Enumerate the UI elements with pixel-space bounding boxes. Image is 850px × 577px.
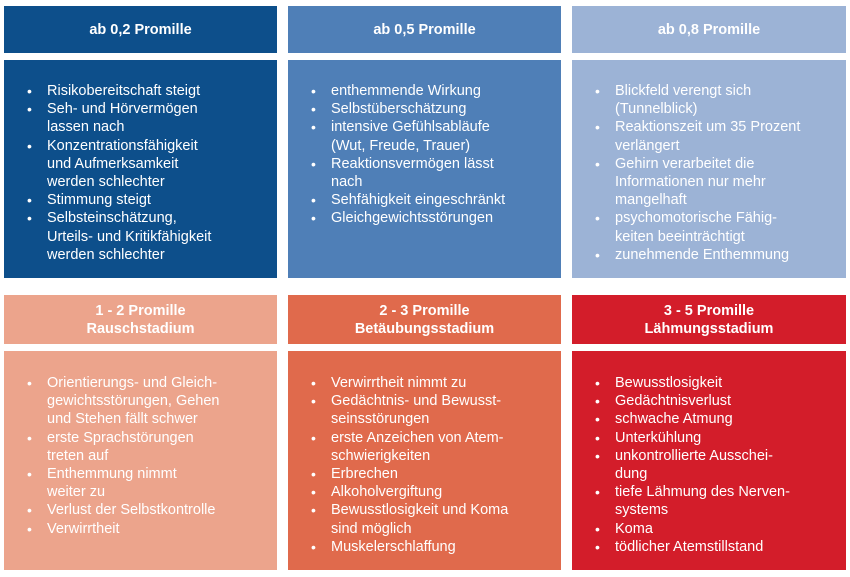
effect-item-line: • Gleichgewichtsstörungen bbox=[331, 210, 494, 227]
effect-item-line: dung bbox=[615, 466, 648, 483]
effects-list bbox=[592, 374, 838, 556]
effect-item bbox=[592, 538, 838, 556]
effect-item-line: • Gehirn verarbeitet die bbox=[615, 155, 755, 172]
stage-3-5-header bbox=[572, 295, 846, 344]
effect-item-line: • Muskelerschlaffung bbox=[331, 538, 456, 555]
effect-item-line: mangelhaft bbox=[615, 192, 687, 209]
effect-item-line: • Bewusstlosigkeit bbox=[615, 375, 723, 391]
stage-1-2-effects bbox=[4, 351, 277, 570]
effect-item bbox=[308, 82, 553, 100]
effect-item-line: • Enthemmung nimmt bbox=[47, 466, 177, 483]
effect-item bbox=[592, 246, 838, 264]
effect-item bbox=[592, 374, 838, 392]
effect-item bbox=[308, 465, 553, 483]
effect-item bbox=[308, 501, 553, 537]
effects-list bbox=[24, 374, 269, 538]
stage-2-3-effects bbox=[288, 351, 561, 570]
stage-0-5-effects bbox=[288, 60, 561, 278]
effect-item bbox=[308, 538, 553, 556]
stage-title: 3 - 5 Promille bbox=[663, 302, 755, 319]
effect-item-line: verlängert bbox=[615, 137, 680, 154]
effect-item-line: Urteils- und Kritikfähigkeit bbox=[47, 228, 212, 245]
effect-item-line: • Risikobereitschaft steigt bbox=[47, 83, 201, 99]
effect-item bbox=[24, 429, 269, 465]
effect-item-line: • zunehmende Enthemmung bbox=[615, 246, 790, 263]
effect-item-line: • Stimmung steigt bbox=[47, 192, 151, 209]
effect-item bbox=[24, 191, 269, 209]
effect-item-line: • Seh- und Hörvermögen bbox=[47, 101, 198, 118]
effect-item bbox=[24, 374, 269, 429]
effect-item bbox=[592, 483, 838, 519]
effect-item-line: • unkontrollierte Ausschei- bbox=[615, 447, 773, 464]
effect-item-line: • Alkoholvergiftung bbox=[331, 484, 443, 501]
effects-list bbox=[308, 374, 553, 556]
effect-item-line: • Erbrechen bbox=[331, 466, 398, 483]
stage-subtitle: Betäubungsstadium bbox=[354, 320, 495, 337]
effect-item bbox=[592, 429, 838, 447]
effect-item bbox=[308, 483, 553, 501]
effect-item bbox=[308, 429, 553, 465]
effects-list bbox=[592, 82, 838, 264]
effect-item-line: Informationen nur mehr bbox=[615, 174, 766, 191]
effect-item-line: • erste Sprachstörungen bbox=[47, 429, 194, 446]
effect-item-line: seinsstörungen bbox=[331, 411, 430, 428]
stage-0-5-header bbox=[288, 6, 561, 53]
effect-item-line: • Orientierungs- und Gleich- bbox=[47, 375, 218, 391]
effect-item bbox=[592, 118, 838, 154]
effect-item bbox=[592, 520, 838, 538]
stage-2-3-header bbox=[288, 295, 561, 344]
effect-item bbox=[308, 155, 553, 191]
effect-item bbox=[592, 209, 838, 245]
effect-item-line: und Stehen fällt schwer bbox=[47, 411, 198, 428]
effect-item-line: weiter zu bbox=[47, 484, 106, 501]
effect-item-line: • Verwirrtheit bbox=[47, 520, 120, 537]
stage-0-8-effects bbox=[572, 60, 846, 278]
effects-list bbox=[308, 82, 553, 228]
stage-title: 1 - 2 Promille bbox=[95, 302, 186, 319]
effect-item bbox=[592, 82, 838, 118]
effect-item-line: sind möglich bbox=[331, 520, 412, 537]
effect-item-line: • Gedächtnis- und Bewusst- bbox=[331, 393, 502, 410]
effect-item-line: • tödlicher Atemstillstand bbox=[615, 538, 764, 555]
stage-subtitle: Rauschstadium bbox=[86, 320, 195, 337]
effect-item bbox=[592, 392, 838, 410]
effect-item-line: (Wut, Freude, Trauer) bbox=[331, 137, 471, 154]
effect-item bbox=[24, 100, 269, 136]
effect-item bbox=[308, 209, 553, 227]
stage-title: ab 0,5 Promille bbox=[373, 21, 476, 38]
effect-item-line: • Konzentrationsfähigkeit bbox=[47, 137, 198, 154]
effect-item-line: lassen nach bbox=[47, 119, 125, 136]
effect-item-line: keiten beeinträchtigt bbox=[615, 228, 745, 245]
stage-title: ab 0,2 Promille bbox=[89, 21, 192, 38]
effect-item-line: • Selbsteinschätzung, bbox=[47, 210, 177, 227]
stage-0-2-header bbox=[4, 6, 277, 53]
effect-item-line: treten auf bbox=[47, 447, 109, 464]
effects-list bbox=[24, 82, 269, 264]
stage-title: 2 - 3 Promille bbox=[379, 302, 470, 319]
effect-item-line: nach bbox=[331, 174, 363, 191]
stage-0-2-effects bbox=[4, 60, 277, 278]
effect-item-line: • Verlust der Selbstkontrolle bbox=[47, 502, 216, 519]
effect-item-line: werden schlechter bbox=[47, 174, 165, 191]
effect-item bbox=[592, 410, 838, 428]
effect-item bbox=[592, 447, 838, 483]
effect-item-line: schwierigkeiten bbox=[331, 447, 431, 464]
effect-item-line: • Selbstüberschätzung bbox=[331, 101, 467, 118]
effect-item-line: • Gedächtnisverlust bbox=[615, 393, 732, 410]
effect-item-line: • Reaktionszeit um 35 Prozent bbox=[615, 119, 801, 136]
effect-item-line: • Verwirrtheit nimmt zu bbox=[331, 375, 467, 391]
effect-item-line: • Reaktionsvermögen lässt bbox=[331, 155, 494, 172]
effect-item-line: • erste Anzeichen von Atem- bbox=[331, 429, 504, 446]
effect-item bbox=[308, 100, 553, 118]
effect-item bbox=[24, 465, 269, 501]
effect-item bbox=[308, 191, 553, 209]
effect-item-line: systems bbox=[615, 502, 669, 519]
effect-item-line: • intensive Gefühlsabläufe bbox=[331, 119, 490, 136]
effect-item-line: • tiefe Lähmung des Nerven- bbox=[615, 484, 790, 501]
effect-item-line: gewichtsstörungen, Gehen bbox=[47, 393, 220, 410]
effect-item bbox=[24, 82, 269, 100]
stage-3-5-effects bbox=[572, 351, 846, 570]
stage-0-8-header bbox=[572, 6, 846, 53]
effect-item-line: und Aufmerksamkeit bbox=[47, 155, 179, 172]
stage-subtitle: Lähmungsstadium bbox=[644, 320, 774, 337]
effect-item bbox=[308, 118, 553, 154]
effect-item-line: • Koma bbox=[615, 520, 653, 537]
effect-item bbox=[24, 501, 269, 519]
effect-item-line: • Blickfeld verengt sich bbox=[615, 83, 752, 99]
effect-item-line: • Sehfähigkeit eingeschränkt bbox=[331, 192, 506, 209]
stage-1-2-header bbox=[4, 295, 277, 344]
effect-item-line: • schwache Atmung bbox=[615, 411, 733, 428]
effect-item bbox=[592, 155, 838, 210]
effect-item bbox=[24, 520, 269, 538]
effect-item-line: • enthemmende Wirkung bbox=[331, 83, 481, 99]
stage-title: ab 0,8 Promille bbox=[657, 21, 761, 38]
effect-item-line: werden schlechter bbox=[47, 246, 165, 263]
effect-item-line: • Unterkühlung bbox=[615, 429, 702, 446]
effect-item-line: • psychomotorische Fähig- bbox=[615, 210, 777, 227]
effect-item bbox=[308, 392, 553, 428]
effect-item bbox=[24, 137, 269, 192]
effect-item-line: (Tunnelblick) bbox=[615, 101, 698, 118]
effect-item-line: • Bewusstlosigkeit und Koma bbox=[331, 502, 509, 519]
effect-item bbox=[24, 209, 269, 264]
effect-item bbox=[308, 374, 553, 392]
